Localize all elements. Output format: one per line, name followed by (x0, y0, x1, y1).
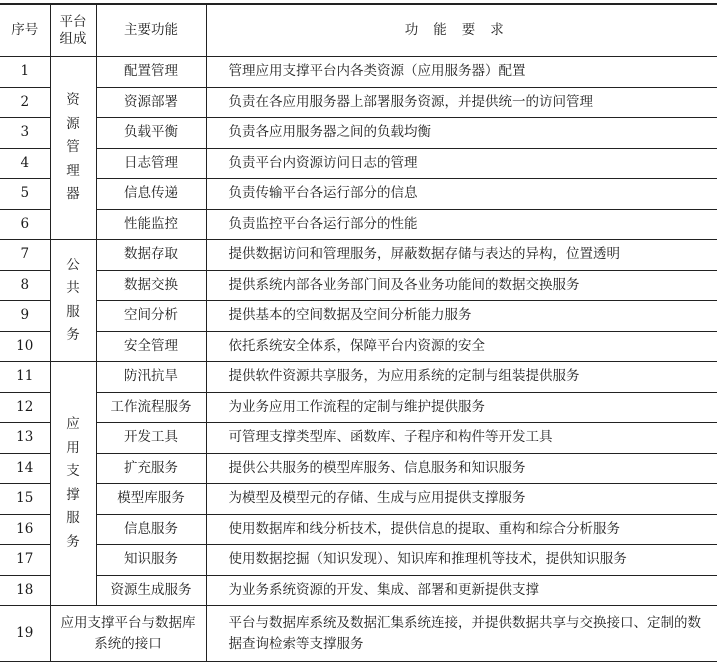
table-row (0, 392, 717, 423)
row-seq: 6 (0, 209, 50, 240)
table-row (0, 270, 717, 301)
table-row (0, 179, 717, 210)
row-function: 知识服务 (96, 545, 206, 576)
table-row (0, 118, 717, 149)
row-requirement: 提供数据访问和管理服务，屏蔽数据存储与表达的异构，位置透明 (206, 240, 717, 271)
row-function: 资源部署 (96, 87, 206, 118)
table-row (0, 57, 717, 88)
table-row (0, 362, 717, 393)
row-seq: 15 (0, 484, 50, 515)
row-requirement: 可管理支撑类型库、函数库、子程序和构件等开发工具 (206, 423, 717, 454)
table-row (0, 606, 717, 662)
row-requirement: 提供软件资源共享服务，为应用系统的定制与组装提供服务 (206, 362, 717, 393)
row-seq: 3 (0, 118, 50, 149)
row-seq: 1 (0, 57, 50, 88)
row-function: 负载平衡 (96, 118, 206, 149)
row-requirement: 负责传输平台各运行部分的信息 (206, 179, 717, 210)
row-function: 日志管理 (96, 148, 206, 179)
row-requirement: 管理应用支撑平台内各类资源（应用服务器）配置 (228, 63, 526, 80)
table-row (0, 301, 717, 332)
row-seq: 7 (0, 240, 50, 271)
row-requirement: 提供基本的空间数据及空间分析能力服务 (206, 301, 717, 332)
row-requirement: 提供公共服务的模型库服务、信息服务和知识服务 (206, 453, 717, 484)
row-interface-label: 应用支撑平台与数据库系统的接口 (50, 606, 206, 662)
table-row (0, 423, 717, 454)
row-seq: 17 (0, 545, 50, 576)
function-requirements-table (0, 3, 717, 662)
table-row (0, 484, 717, 515)
row-seq: 18 (0, 575, 50, 606)
row-requirement: 负责各应用服务器之间的负载均衡 (206, 118, 717, 149)
header-seq: 序号 (0, 4, 50, 57)
table-row (0, 148, 717, 179)
header-requirement: 功能要求 (206, 4, 717, 57)
row-seq: 13 (0, 423, 50, 454)
row-function: 安全管理 (96, 331, 206, 362)
row-requirement: 为模型及模型元的存储、生成与应用提供支撑服务 (206, 484, 717, 515)
row-requirement: 负责监控平台各运行部分的性能 (206, 209, 717, 240)
row-function: 性能监控 (96, 209, 206, 240)
table-row (0, 331, 717, 362)
row-seq: 12 (0, 392, 50, 423)
table-row (0, 87, 717, 118)
row-function: 配置管理 (96, 57, 206, 88)
row-requirement: 为业务应用工作流程的定制与维护提供服务 (206, 392, 717, 423)
table-row (0, 240, 717, 271)
row-seq: 9 (0, 301, 50, 332)
row-seq: 2 (0, 87, 50, 118)
row-function: 数据交换 (96, 270, 206, 301)
row-requirement: 平台与数据库系统及数据汇集系统连接，并提供数据共享与交换接口、定制的数据查询检索等支撑服务 (206, 606, 717, 662)
table-row (0, 209, 717, 240)
row-function: 防汛抗旱 (96, 362, 206, 393)
group-public-service: 公共服务 (50, 240, 96, 362)
table-row (0, 514, 717, 545)
row-requirement: 使用数据库和线分析技术，提供信息的提取、重构和综合分析服务 (206, 514, 717, 545)
row-function: 模型库服务 (96, 484, 206, 515)
table-row (0, 453, 717, 484)
table-header-row (0, 4, 717, 57)
row-requirement: 提供系统内部各业务部门间及各业务功能间的数据交换服务 (206, 270, 717, 301)
row-seq: 10 (0, 331, 50, 362)
header-group: 平台组成 (50, 4, 96, 57)
row-function: 信息服务 (96, 514, 206, 545)
row-function: 工作流程服务 (96, 392, 206, 423)
group-resource-manager: 资源管理器 (50, 57, 96, 240)
row-requirement: 负责在各应用服务器上部署服务资源，并提供统一的访问管理 (206, 87, 717, 118)
row-seq: 8 (0, 270, 50, 301)
header-function: 主要功能 (96, 4, 206, 57)
group-app-support-service: 应用支撑服务 (50, 362, 96, 606)
row-requirement: 为业务系统资源的开发、集成、部署和更新提供支撑 (206, 575, 717, 606)
row-seq: 19 (0, 606, 50, 662)
row-function: 信息传递 (96, 179, 206, 210)
row-requirement: 负责平台内资源访问日志的管理 (206, 148, 717, 179)
table-row (0, 545, 717, 576)
row-function: 扩充服务 (96, 453, 206, 484)
row-function: 空间分析 (96, 301, 206, 332)
row-function: 数据存取 (96, 240, 206, 271)
row-requirement: 使用数据挖掘（知识发现）、知识库和推理机等技术，提供知识服务 (206, 545, 717, 576)
row-function: 资源生成服务 (96, 575, 206, 606)
row-seq: 5 (0, 179, 50, 210)
row-seq: 4 (0, 148, 50, 179)
row-seq: 11 (0, 362, 50, 393)
row-seq: 14 (0, 453, 50, 484)
table-row (0, 575, 717, 606)
row-requirement: 依托系统安全体系，保障平台内资源的安全 (206, 331, 717, 362)
row-seq: 16 (0, 514, 50, 545)
row-function: 开发工具 (96, 423, 206, 454)
